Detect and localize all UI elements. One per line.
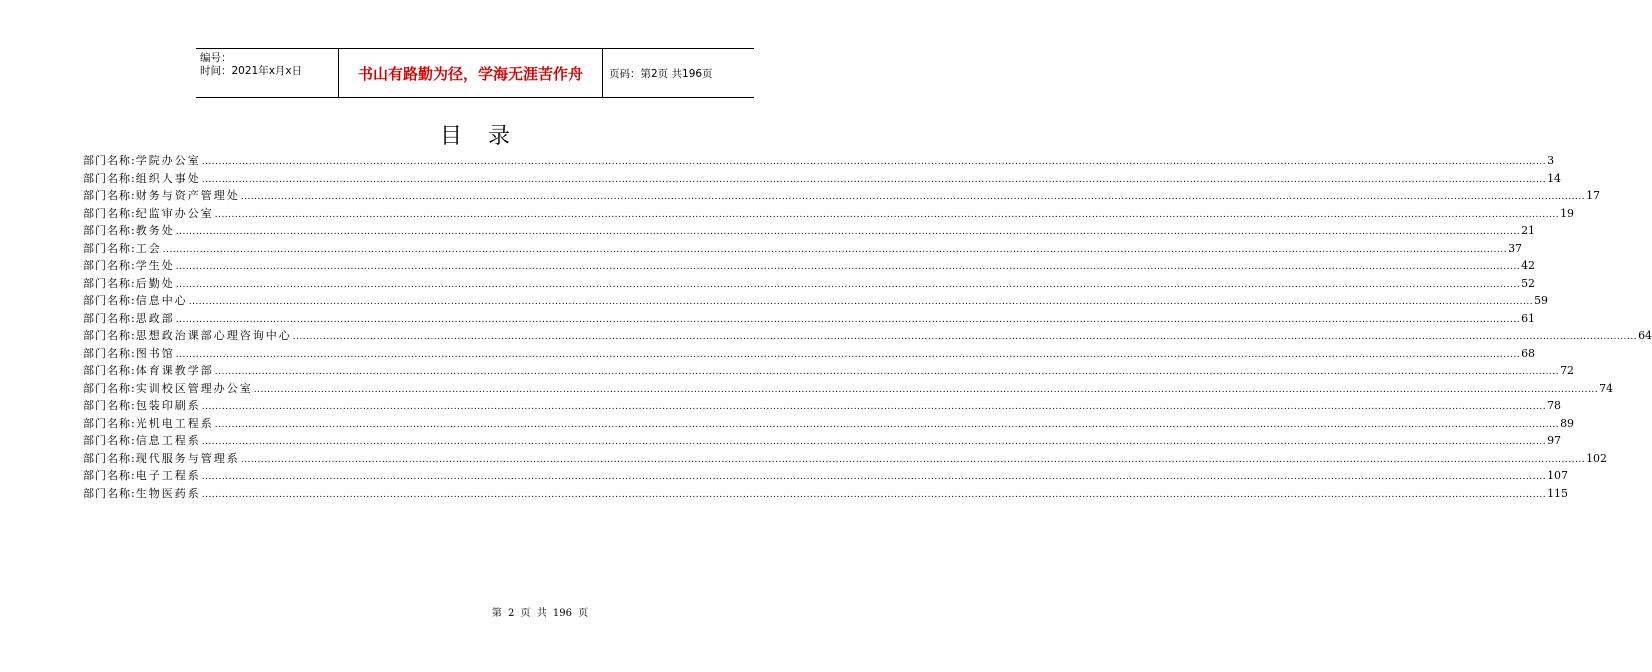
toc-entry-page: 42 — [1521, 259, 1536, 272]
toc-dot-leader: ................................................................................................................................................................................................................................................................................................................................................................................................................ — [175, 262, 1521, 272]
toc-entry[interactable] — [83, 240, 1523, 258]
toc-entry[interactable] — [83, 467, 1569, 485]
toc-entry-prefix: 部门名称: — [83, 416, 136, 430]
toc-entry-name: 体育课教学部 — [135, 364, 214, 377]
toc-entry[interactable] — [83, 292, 1549, 310]
page-title: 目录 — [439, 124, 536, 149]
toc-entry-name: 现代服务与管理系 — [135, 451, 240, 465]
toc-entry[interactable] — [83, 397, 1562, 415]
toc-entry-page: 19 — [1560, 206, 1575, 220]
toc-entry-name: 后勤处 — [135, 276, 175, 290]
toc-entry-page: 37 — [1508, 241, 1523, 255]
toc-entry-page: 64 — [1638, 329, 1652, 342]
toc-entry-name: 图书馆 — [135, 346, 175, 360]
toc-entry-page: 74 — [1599, 381, 1614, 395]
toc-dot-leader: ................................................................................................................................................................................................................................................................................................................................................................................................................ — [175, 227, 1521, 237]
toc-entry[interactable] — [83, 170, 1562, 188]
toc-entry-prefix: 部门名称: — [83, 399, 136, 412]
toc-entry-page: 89 — [1560, 416, 1575, 430]
page-footer: 第 2 页 共 196 页 — [491, 608, 589, 619]
toc-entry-name: 包装印刷系 — [135, 399, 201, 412]
header-meta — [196, 49, 338, 97]
toc-entry-page: 102 — [1586, 451, 1608, 465]
toc-entry-name: 财务与资产管理处 — [135, 189, 240, 202]
toc-entry-name: 组织人事处 — [135, 171, 201, 185]
toc-dot-leader: ................................................................................................................................................................................................................................................................................................................................................................................................................ — [214, 419, 1560, 430]
toc-entry-prefix: 部门名称: — [83, 171, 136, 185]
toc-entry-page: 97 — [1547, 434, 1562, 447]
toc-entry-page: 61 — [1521, 311, 1536, 325]
toc-entry-prefix: 部门名称: — [83, 469, 136, 482]
toc-entry-name: 学院办公室 — [135, 154, 201, 167]
toc-entry-prefix: 部门名称: — [83, 189, 136, 202]
toc-entry-prefix: 部门名称: — [83, 486, 136, 500]
toc-dot-leader: ................................................................................................................................................................................................................................................................................................................................................................................................................ — [214, 367, 1560, 377]
toc-entry[interactable] — [83, 327, 1652, 345]
toc-entry-name: 教务处 — [135, 224, 175, 237]
toc-entry-prefix: 部门名称: — [83, 381, 136, 395]
toc-dot-leader: ................................................................................................................................................................................................................................................................................................................................................................................................................ — [292, 332, 1638, 342]
toc-entry-prefix: 部门名称: — [83, 434, 136, 447]
toc-entry-name: 光机电工程系 — [135, 416, 214, 430]
toc-dot-leader: ................................................................................................................................................................................................................................................................................................................................................................................................................ — [201, 402, 1547, 412]
toc-entry[interactable] — [83, 257, 1536, 275]
toc-entry[interactable] — [83, 450, 1608, 468]
toc-dot-leader: ................................................................................................................................................................................................................................................................................................................................................................................................................ — [201, 157, 1547, 167]
document-header — [196, 48, 754, 98]
toc-entry-page: 52 — [1521, 276, 1536, 290]
header-page-info: 页码：第2页 共196页 — [609, 67, 713, 80]
header-motto: 书山有路勤为径，学海无涯苦作舟 — [338, 49, 603, 97]
toc-entry-prefix: 部门名称: — [83, 154, 136, 167]
toc-dot-leader: ................................................................................................................................................................................................................................................................................................................................................................................................................ — [162, 244, 1508, 255]
toc-entry-prefix: 部门名称: — [83, 294, 136, 307]
toc-dot-leader: ................................................................................................................................................................................................................................................................................................................................................................................................................ — [201, 472, 1547, 482]
toc-entry-prefix: 部门名称: — [83, 346, 136, 360]
toc-entry[interactable] — [83, 485, 1569, 503]
toc-entry[interactable] — [83, 310, 1536, 328]
toc-entry[interactable] — [83, 380, 1614, 398]
toc-entry-prefix: 部门名称: — [83, 311, 136, 325]
toc-entry[interactable] — [83, 187, 1601, 205]
toc-entry-page: 59 — [1534, 294, 1549, 307]
toc-entry-prefix: 部门名称: — [83, 329, 136, 342]
toc-entry-prefix: 部门名称: — [83, 364, 136, 377]
toc-dot-leader: ................................................................................................................................................................................................................................................................................................................................................................................................................ — [240, 454, 1586, 465]
toc-entry-prefix: 部门名称: — [83, 259, 136, 272]
toc-entry-page: 14 — [1547, 171, 1562, 185]
toc-dot-leader: ................................................................................................................................................................................................................................................................................................................................................................................................................ — [175, 349, 1521, 360]
toc-entry-prefix: 部门名称: — [83, 451, 136, 465]
toc-dot-leader: ................................................................................................................................................................................................................................................................................................................................................................................................................ — [201, 174, 1547, 185]
toc-entry-page: 115 — [1547, 486, 1569, 500]
toc-dot-leader: ................................................................................................................................................................................................................................................................................................................................................................................................................ — [175, 279, 1521, 290]
toc-entry-name: 思想政治课部心理咨询中心 — [135, 329, 292, 342]
toc-dot-leader: ................................................................................................................................................................................................................................................................................................................................................................................................................ — [175, 314, 1521, 325]
toc-dot-leader: ................................................................................................................................................................................................................................................................................................................................................................................................................ — [201, 437, 1547, 447]
toc-entry[interactable] — [83, 222, 1536, 240]
toc-dot-leader: ................................................................................................................................................................................................................................................................................................................................................................................................................ — [201, 489, 1547, 500]
toc-entry[interactable] — [83, 345, 1536, 363]
toc-entry-page: 3 — [1547, 154, 1555, 167]
toc-entry-name: 思政部 — [135, 311, 175, 325]
toc-dot-leader: ................................................................................................................................................................................................................................................................................................................................................................................................................ — [214, 209, 1560, 220]
toc-entry-page: 68 — [1521, 346, 1536, 360]
toc-entry-page: 78 — [1547, 399, 1562, 412]
toc-entry-prefix: 部门名称: — [83, 224, 136, 237]
toc-entry-prefix: 部门名称: — [83, 241, 136, 255]
toc-dot-leader: ................................................................................................................................................................................................................................................................................................................................................................................................................ — [240, 192, 1586, 202]
toc-entry[interactable] — [83, 432, 1562, 450]
toc-entry-name: 信息工程系 — [135, 434, 201, 447]
table-of-contents — [83, 152, 1652, 502]
toc-entry-name: 学生处 — [135, 259, 175, 272]
header-number-label: 编号： — [200, 52, 232, 64]
toc-entry[interactable] — [83, 415, 1575, 433]
toc-entry-page: 21 — [1521, 224, 1536, 237]
toc-entry-prefix: 部门名称: — [83, 206, 136, 220]
toc-entry-name: 实训校区管理办公室 — [135, 381, 253, 395]
toc-entry-prefix: 部门名称: — [83, 276, 136, 290]
toc-entry[interactable] — [83, 362, 1575, 380]
toc-entry-page: 72 — [1560, 364, 1575, 377]
toc-entry[interactable] — [83, 275, 1536, 293]
toc-entry-name: 纪监审办公室 — [135, 206, 214, 220]
toc-dot-leader: ................................................................................................................................................................................................................................................................................................................................................................................................................ — [253, 384, 1599, 395]
toc-entry-name: 生物医药系 — [135, 486, 201, 500]
toc-entry-name: 信息中心 — [135, 294, 188, 307]
toc-entry[interactable] — [83, 152, 1555, 170]
toc-entry-name: 电子工程系 — [135, 469, 201, 482]
toc-entry-page: 107 — [1547, 469, 1569, 482]
toc-entry-name: 工会 — [135, 241, 162, 255]
toc-entry-page: 17 — [1586, 189, 1601, 202]
header-time-label: 时间：2021年x月x日 — [200, 65, 303, 77]
toc-entry[interactable] — [83, 205, 1575, 223]
toc-dot-leader: ................................................................................................................................................................................................................................................................................................................................................................................................................ — [188, 297, 1534, 307]
